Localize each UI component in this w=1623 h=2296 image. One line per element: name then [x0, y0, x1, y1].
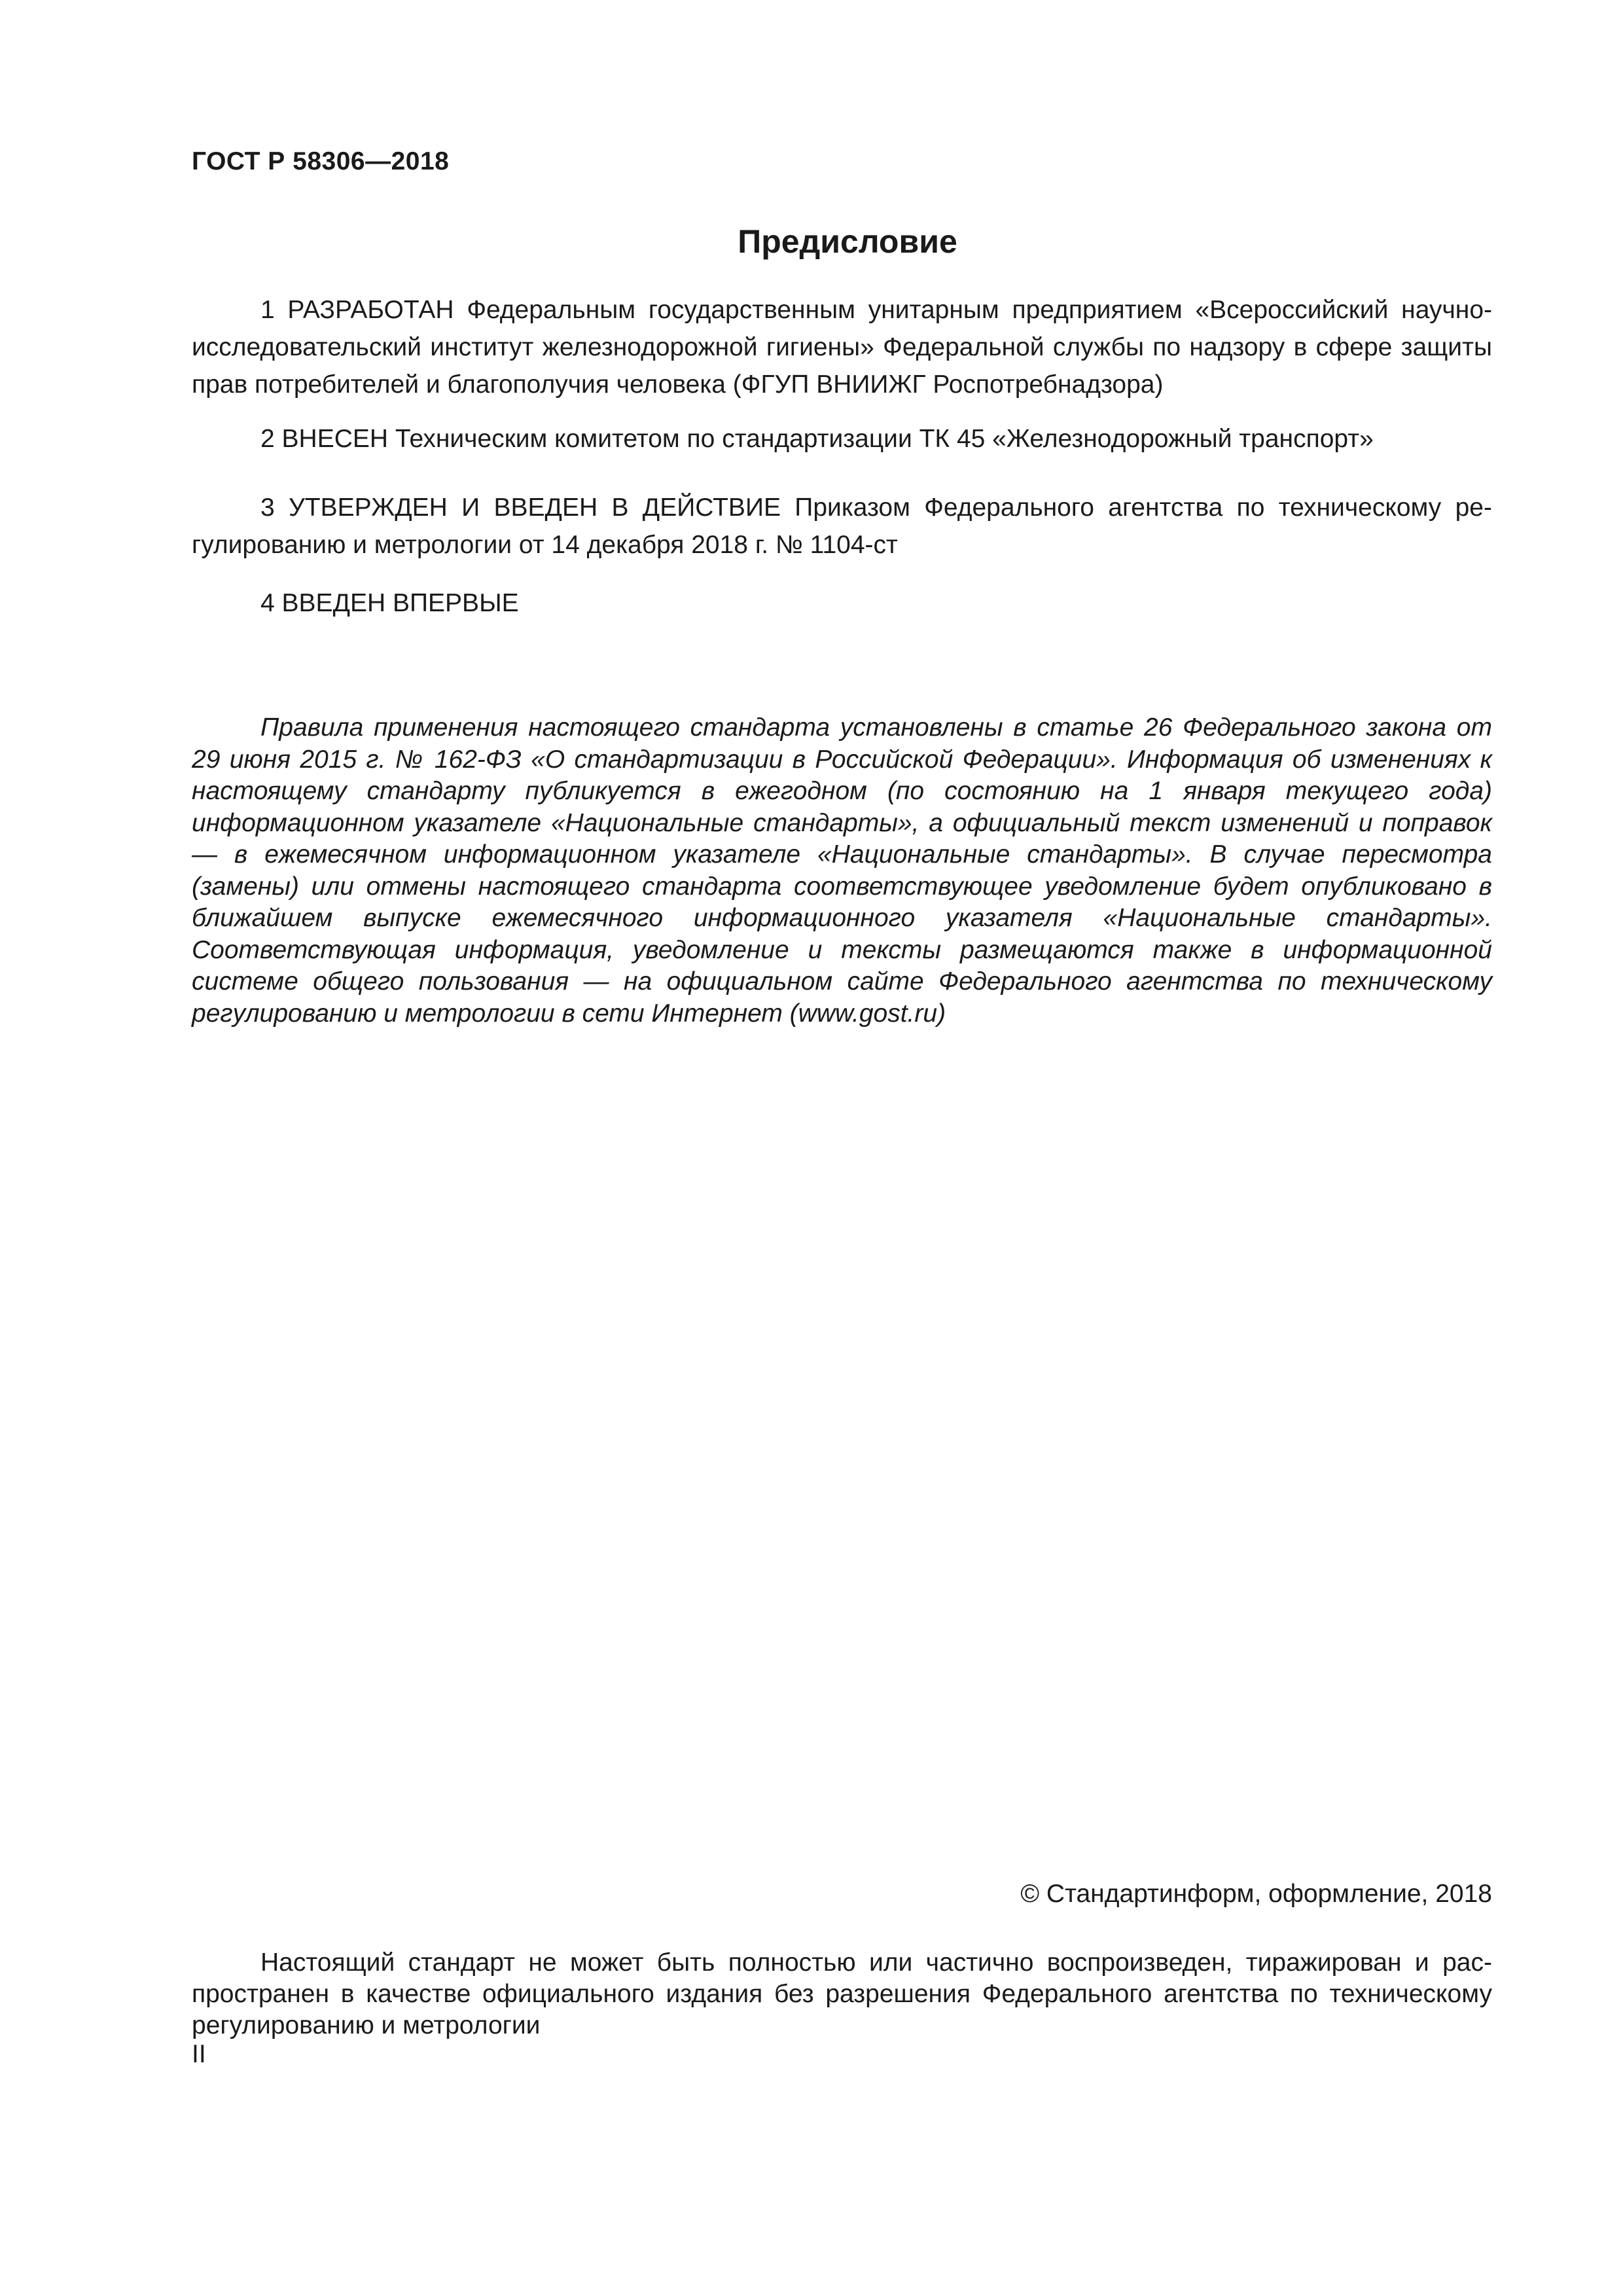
page-number: II: [192, 2040, 206, 2068]
foreword-item-introduced: 2 ВНЕСЕН Техническим комитетом по стандартизации ТК 45 «Железнодорожный транспорт»: [260, 425, 1374, 453]
reproduction-notice: Настоящий стандарт не может быть полностью или частично воспроизведен, тиражирован и распространен в качестве официального издания без разрешения Федерального агентства по техническому регулированию и метрологии: [192, 1948, 1492, 2039]
rules-of-application-note: Правила применения настоящего стандарта установлены в статье 26 Федерального закона от 29 июня 2015 г. № 162-ФЗ «О стандартизации в Российской Федерации». Информация об изменениях к настоящему стандарту публикуется в ежегодном (по состоянию на 1 января текущего года) информационном указателе «Национальные стандарты», а официальный текст изменений и поправок — в ежемесячном информационном указателе «Национальные стандарты». В случае пересмотра (замены) или отмены настоящего стандарта соответствующее уведомление будет опубликовано в ближайшем выпуске ежемесячного информационного указателя «Национальные стандарты». Соответствующая информация, уведомление и тексты размещаются также в информационной системе общего пользования — на официальном сайте Федерального агентства по техническому регулированию и метрологии в сети Интернет (www.gost.ru): [192, 713, 1492, 1028]
copyright-line: © Стандартинформ, оформление, 2018: [1020, 1880, 1492, 1908]
foreword-item-first-introduced: 4 ВВЕДЕН ВПЕРВЫЕ: [260, 589, 519, 617]
page-title: Предисловие: [738, 223, 957, 260]
document-header-standard-id: ГОСТ Р 58306—2018: [192, 147, 450, 175]
foreword-item-approved: 3 УТВЕРЖДЕН И ВВЕДЕН В ДЕЙСТВИЕ Приказом Федерального агентства по техническому регулированию и метрологии от 14 декабря 2018 г. № 1104-ст: [192, 493, 1492, 559]
foreword-item-developed: 1 РАЗРАБОТАН Федеральным государственным унитарным предприятием «Всероссийский научно-исследовательский институт железнодорожной гигиены» Федеральной службы по надзору в сфере защиты прав потребителей и благополучия человека (ФГУП ВНИИЖГ Роспотребнадзора): [192, 296, 1492, 399]
